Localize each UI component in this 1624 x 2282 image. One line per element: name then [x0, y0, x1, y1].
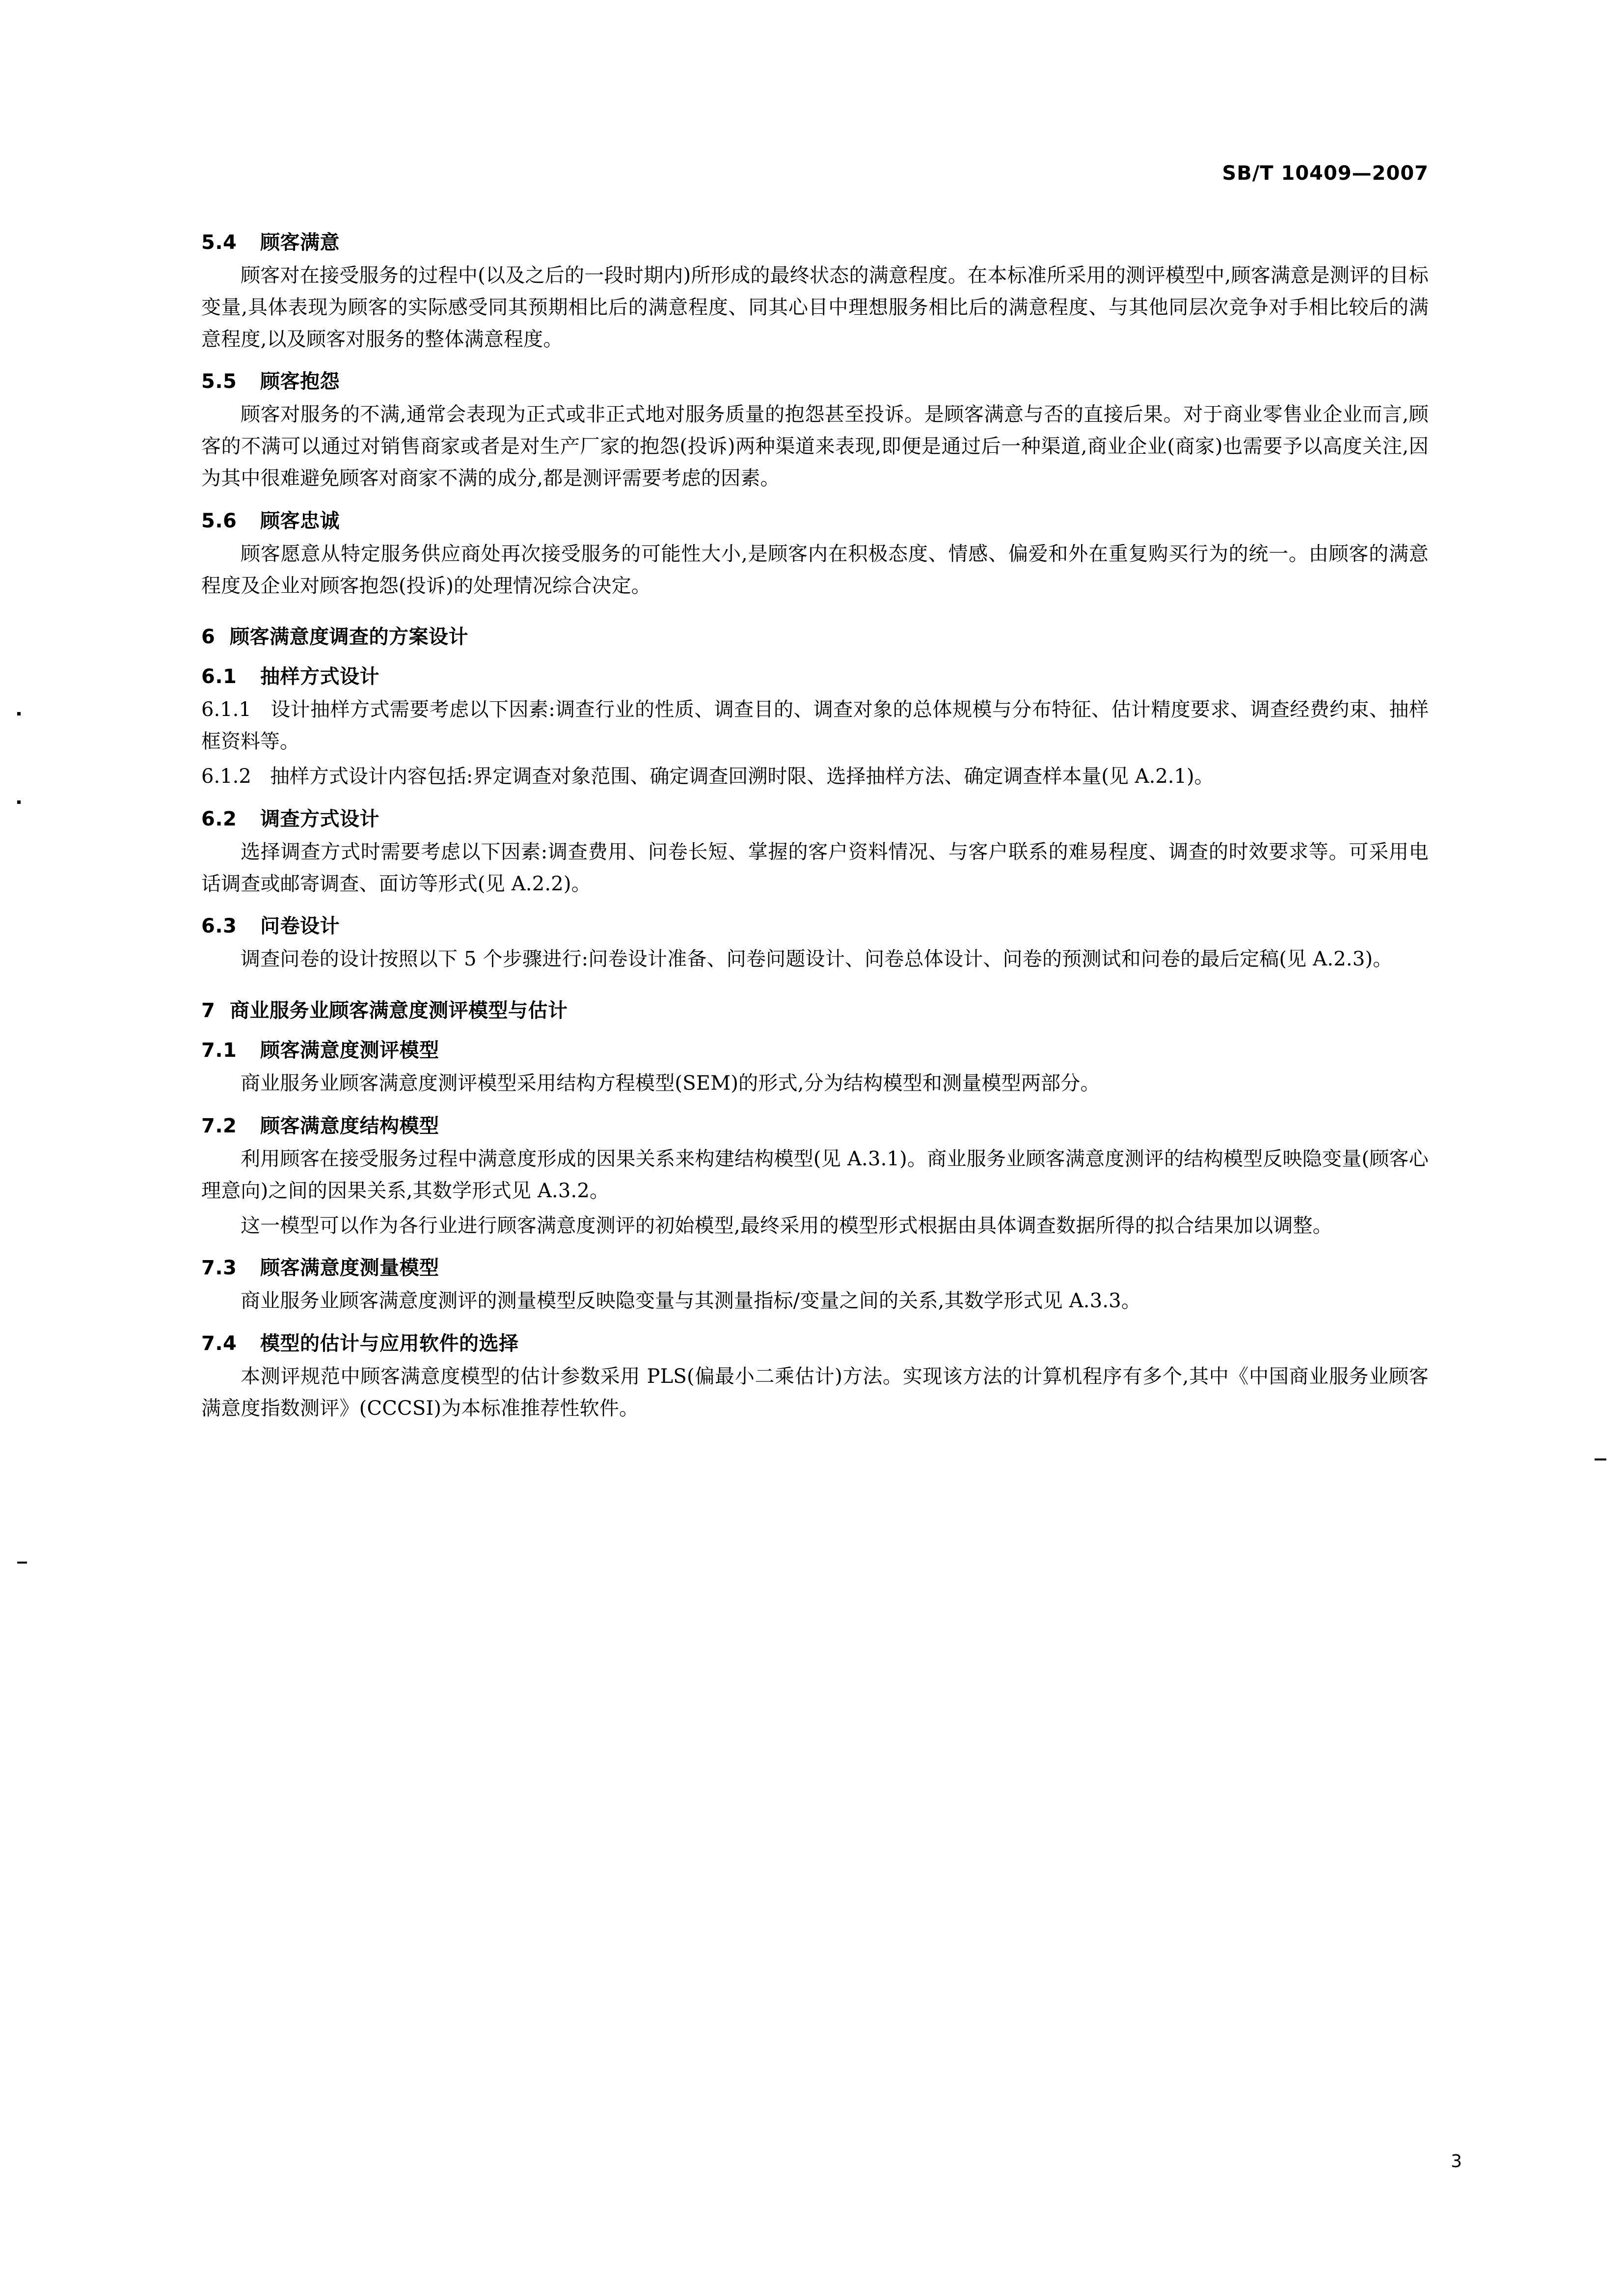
section-number: 5.4: [201, 231, 237, 254]
margin-tick-mark: [17, 712, 21, 715]
paragraph-6-2-1: 选择调查方式时需要考虑以下因素:调查费用、问卷长短、掌握的客户资料情况、与客户联系的难易程度、调查的时效要求等。可采用电话调查或邮寄调查、面访等形式(见 A.2.2)。: [201, 840, 1429, 895]
section-title: 顾客满意度结构模型: [260, 1114, 439, 1137]
section-heading-6: [201, 621, 1429, 649]
section-number: 7: [201, 999, 216, 1022]
section-heading-6-3: [201, 910, 1429, 938]
section-title: 顾客满意度测评模型: [260, 1039, 439, 1062]
section-title: 顾客满意: [260, 231, 340, 254]
section-heading-7-1: [201, 1035, 1429, 1063]
section-title: 抽样方式设计: [260, 665, 379, 688]
paragraph-6-3-1: 调查问卷的设计按照以下 5 个步骤进行:问卷设计准备、问卷问题设计、问卷总体设计、问卷的预测试和问卷的最后定稿(见 A.2.3)。: [241, 948, 1393, 971]
section-heading-7-2: [201, 1110, 1429, 1138]
paragraph-7-1-1: 商业服务业顾客满意度测评模型采用结构方程模型(SEM)的形式,分为结构模型和测量模型两部分。: [241, 1072, 1100, 1095]
margin-tick-mark: [17, 1562, 27, 1564]
numbered-item-6-1-2: [201, 761, 1429, 793]
section-number: 6.3: [201, 915, 237, 938]
page-content: [201, 162, 1429, 1428]
item-text: 设计抽样方式需要考虑以下因素:调查行业的性质、调查目的、调查对象的总体规模与分布特征、估计精度要求、调查经费约束、抽样框资料等。: [201, 698, 1429, 753]
section-heading-5-4: [201, 227, 1429, 255]
paragraph-5-6-1: 顾客愿意从特定服务供应商处再次接受服务的可能性大小,是顾客内在积极态度、情感、偏爱和外在重复购买行为的统一。由顾客的满意程度及企业对顾客抱怨(投诉)的处理情况综合决定。: [201, 542, 1429, 597]
section-title: 顾客抱怨: [260, 370, 340, 393]
margin-tick-mark: [1595, 1458, 1606, 1460]
section-heading-5-5: [201, 366, 1429, 394]
section-number: 7.1: [201, 1039, 237, 1062]
section-number: 6.2: [201, 807, 237, 830]
paragraph-5-4-1: 顾客对在接受服务的过程中(以及之后的一段时期内)所形成的最终状态的满意程度。在本标准所采用的测评模型中,顾客满意是测评的目标变量,具体表现为顾客的实际感受同其预期相比后的满意程度、同其心目中理想服务相比后的满意程度、与其他同层次竞争对手相比较后的满意程度,以及顾客对服务的整体满意程度。: [201, 264, 1429, 351]
section-title: 模型的估计与应用软件的选择: [260, 1332, 519, 1355]
paragraph-7-3-1: 商业服务业顾客满意度测评的测量模型反映隐变量与其测量指标/变量之间的关系,其数学形式见 A.3.3。: [241, 1290, 1141, 1313]
paragraph-5-5-1: 顾客对服务的不满,通常会表现为正式或非正式地对服务质量的抱怨甚至投诉。是顾客满意与否的直接后果。对于商业零售业企业而言,顾客的不满可以通过对销售商家或者是对生产厂家的抱怨(投诉)两种渠道来表现,即便是通过后一种渠道,商业企业(商家)也需要予以高度关注,因为其中很难避免顾客对商家不满的成分,都是测评需要考虑的因素。: [201, 403, 1429, 490]
section-title: 调查方式设计: [260, 807, 379, 830]
section-title: 顾客忠诚: [260, 509, 340, 532]
paragraph-7-2-2: 这一模型可以作为各行业进行顾客满意度测评的初始模型,最终采用的模型形式根据由具体调查数据所得的拟合结果加以调整。: [241, 1214, 1332, 1237]
section-number: 6: [201, 626, 216, 649]
item-number: 6.1.2: [201, 765, 251, 788]
section-number: 5.6: [201, 509, 237, 532]
section-number: 7.2: [201, 1114, 237, 1137]
section-heading-5-6: [201, 505, 1429, 533]
section-title: 问卷设计: [260, 915, 340, 938]
item-number: 6.1.1: [201, 698, 251, 721]
section-title: 顾客满意度测量模型: [260, 1257, 439, 1280]
paragraph-7-2-1: 利用顾客在接受服务过程中满意度形成的因果关系来构建结构模型(见 A.3.1)。商业服务业顾客满意度测评的结构模型反映隐变量(顾客心理意向)之间的因果关系,其数学形式见 A.3.2。: [201, 1147, 1429, 1202]
section-number: 6.1: [201, 665, 237, 688]
numbered-item-6-1-1: [201, 694, 1429, 758]
section-number: 5.5: [201, 370, 237, 393]
item-text: 抽样方式设计内容包括:界定调查对象范围、确定调查回溯时限、选择抽样方法、确定调查样本量(见 A.2.1)。: [270, 765, 1214, 788]
paragraph-7-4-1: 本测评规范中顾客满意度模型的估计参数采用 PLS(偏最小二乘估计)方法。实现该方法的计算机程序有多个,其中《中国商业服务业顾客满意度指数测评》(CCCSI)为本标准推荐性软件。: [201, 1365, 1429, 1420]
section-number: 7.3: [201, 1257, 237, 1280]
section-heading-6-2: [201, 803, 1429, 831]
section-heading-7-3: [201, 1252, 1429, 1280]
section-heading-7: [201, 995, 1429, 1023]
section-heading-7-4: [201, 1328, 1429, 1356]
section-title: 商业服务业顾客满意度测评模型与估计: [230, 999, 568, 1022]
page-number: 3: [1451, 2151, 1462, 2172]
margin-tick-mark: [17, 800, 21, 804]
section-number: 7.4: [201, 1332, 237, 1355]
document-header-standard-code: SB/T 10409—2007: [1222, 162, 1429, 185]
section-title: 顾客满意度调查的方案设计: [230, 626, 468, 649]
section-heading-6-1: [201, 661, 1429, 689]
